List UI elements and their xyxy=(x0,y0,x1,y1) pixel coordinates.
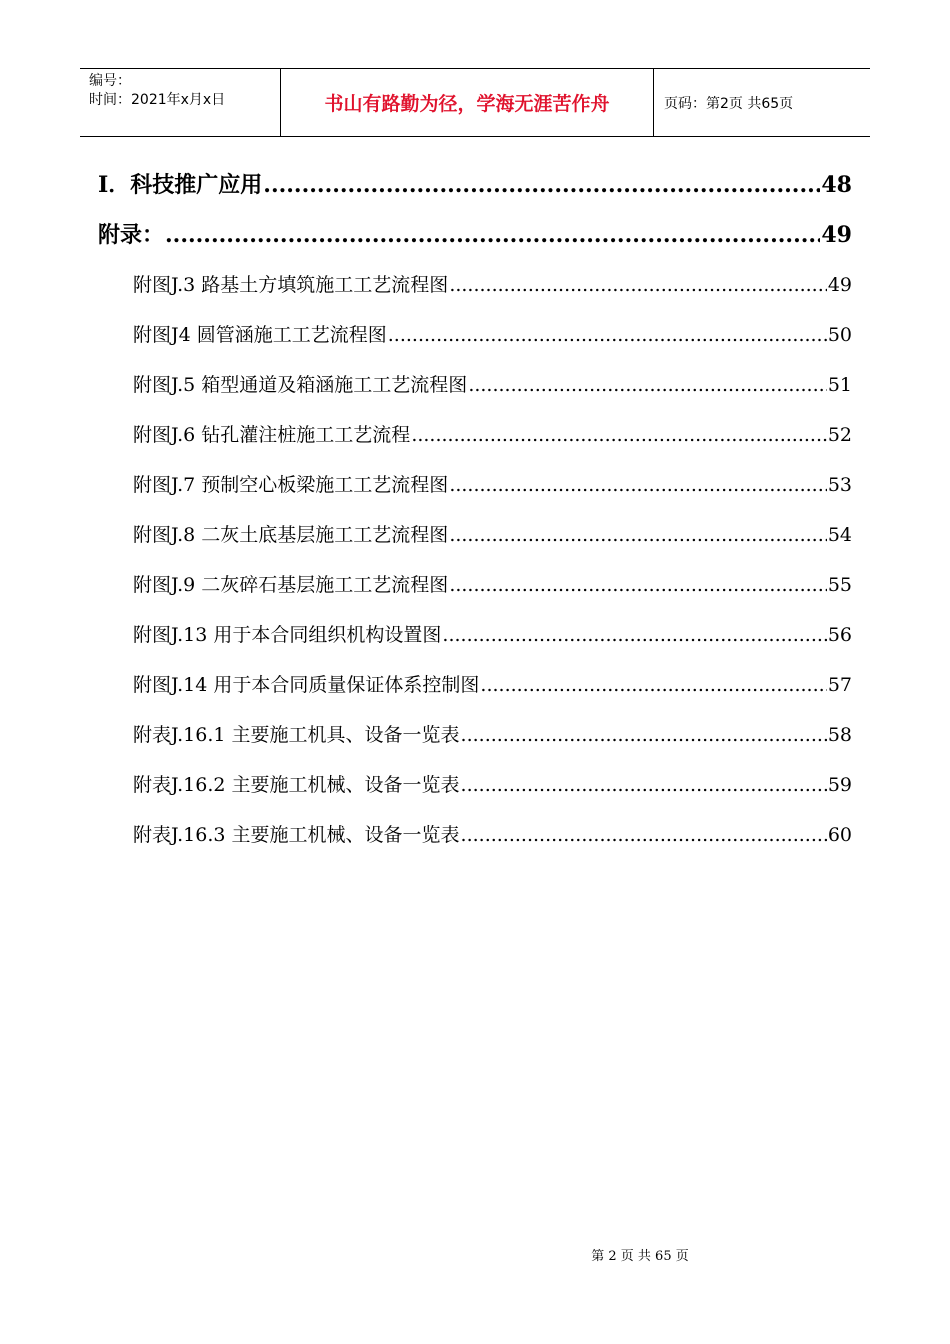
toc-section-label: 附录： xyxy=(98,222,165,248)
toc-entry-label: 附图J.3 路基土方填筑施工工艺流程图 xyxy=(133,274,449,296)
toc-entry[interactable] xyxy=(133,820,852,847)
toc-section-page: 48 xyxy=(821,172,852,198)
toc-entry-page: 54 xyxy=(827,524,852,546)
toc-entry-page: 56 xyxy=(827,624,852,646)
toc-entry-page: 60 xyxy=(827,824,852,846)
toc-entry-page: 55 xyxy=(827,574,852,596)
header-page-info: 页码：第2页 共65页 xyxy=(664,95,794,112)
toc-entry-label: 附图J4 圆管涵施工工艺流程图 xyxy=(133,324,387,346)
toc-entry-page: 52 xyxy=(827,424,852,446)
toc-leader-dots xyxy=(388,324,827,346)
toc-leader-dots xyxy=(449,474,827,496)
toc-leader-dots xyxy=(411,424,827,446)
document-number-label: 编号： xyxy=(89,73,131,89)
toc-entry-label: 附图J.7 预制空心板梁施工工艺流程图 xyxy=(133,474,449,496)
toc-entry-page: 50 xyxy=(827,324,852,346)
header-meta xyxy=(80,69,281,136)
header-motto: 书山有路勤为径，学海无涯苦作舟 xyxy=(281,69,654,136)
toc-entry-label: 附图J.8 二灰土底基层施工工艺流程图 xyxy=(133,524,449,546)
toc-entry[interactable] xyxy=(133,770,852,797)
document-time-label: 时间：2021年x月x日 xyxy=(89,92,226,108)
toc-entry-label: 附表J.16.2 主要施工机械、设备一览表 xyxy=(133,774,460,796)
toc-leader-dots xyxy=(263,172,820,198)
toc-leader-dots xyxy=(480,674,826,696)
toc-leader-dots xyxy=(461,724,827,746)
toc-entry-label: 附图J.14 用于本合同质量保证体系控制图 xyxy=(133,674,480,696)
toc-leader-dots xyxy=(461,774,827,796)
toc-leader-dots xyxy=(165,222,820,248)
toc-entry-label: 附表J.16.3 主要施工机械、设备一览表 xyxy=(133,824,460,846)
toc-entry-page: 58 xyxy=(827,724,852,746)
toc-entry[interactable] xyxy=(133,570,852,597)
toc-leader-dots xyxy=(442,624,826,646)
toc-leader-dots xyxy=(461,824,827,846)
toc-entry[interactable] xyxy=(133,370,852,397)
toc-section-page: 49 xyxy=(821,222,852,248)
toc-entry-page: 53 xyxy=(827,474,852,496)
toc-entry[interactable] xyxy=(133,270,852,297)
toc-entry[interactable] xyxy=(133,670,852,697)
page-header xyxy=(80,68,870,137)
toc-entry[interactable] xyxy=(133,320,852,347)
toc-entry-page: 57 xyxy=(827,674,852,696)
toc-leader-dots xyxy=(468,374,827,396)
toc-entry[interactable] xyxy=(133,470,852,497)
toc-section-label: I．科技推广应用 xyxy=(98,172,263,198)
toc-entry-label: 附图J.13 用于本合同组织机构设置图 xyxy=(133,624,442,646)
toc-leader-dots xyxy=(449,574,827,596)
toc-entry[interactable] xyxy=(133,620,852,647)
toc-entry-page: 51 xyxy=(827,374,852,396)
toc-entry-label: 附表J.16.1 主要施工机具、设备一览表 xyxy=(133,724,460,746)
toc-leader-dots xyxy=(449,274,827,296)
toc-section[interactable] xyxy=(98,168,852,199)
toc-entry[interactable] xyxy=(133,520,852,547)
toc-entry-page: 59 xyxy=(827,774,852,796)
toc-entry-page: 49 xyxy=(827,274,852,296)
toc-entry-label: 附图J.6 钻孔灌注桩施工工艺流程 xyxy=(133,424,411,446)
toc-entry-label: 附图J.5 箱型通道及箱涵施工工艺流程图 xyxy=(133,374,468,396)
toc-entry[interactable] xyxy=(133,720,852,747)
page-footer: 第 2 页 共 65 页 xyxy=(591,1249,689,1264)
toc-entry[interactable] xyxy=(133,420,852,447)
toc-section[interactable] xyxy=(98,218,852,249)
toc-leader-dots xyxy=(449,524,827,546)
toc-entry-label: 附图J.9 二灰碎石基层施工工艺流程图 xyxy=(133,574,449,596)
